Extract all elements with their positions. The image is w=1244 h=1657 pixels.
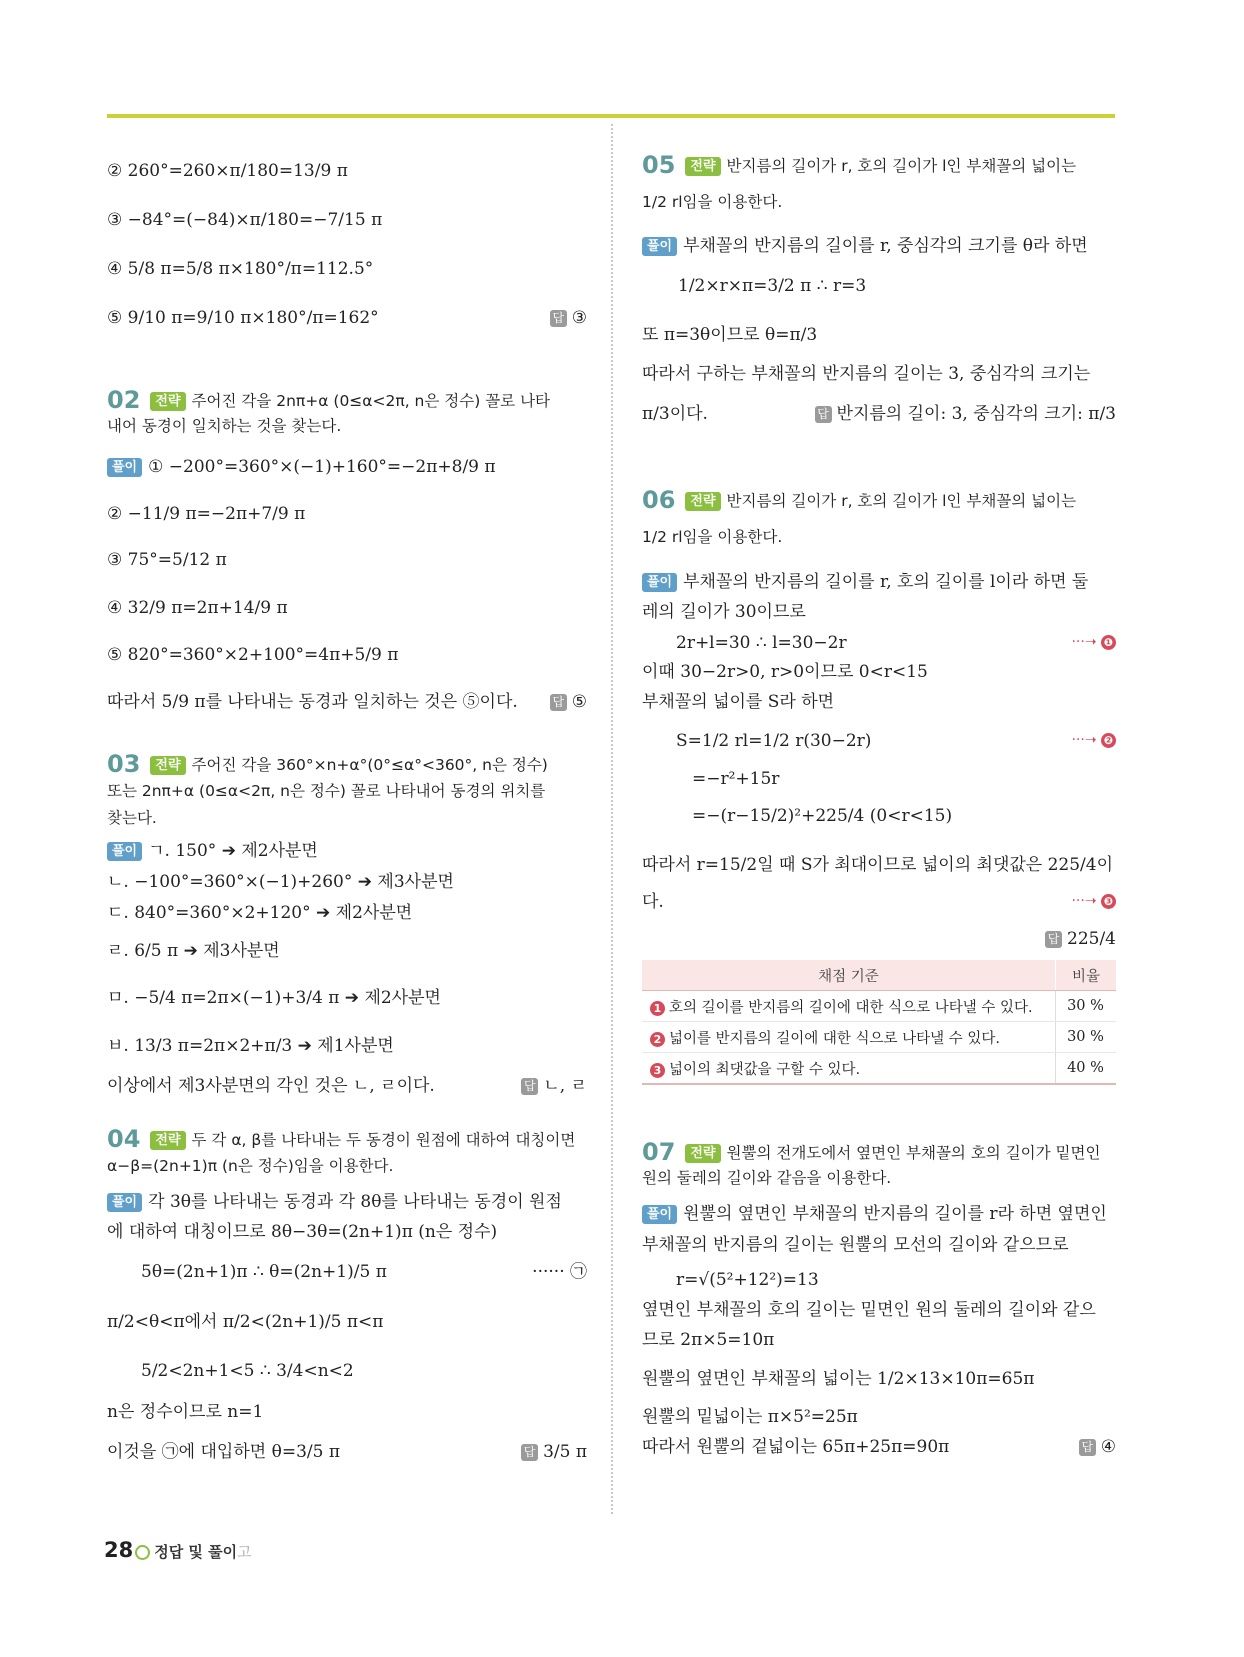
problem-number: 07 (642, 1138, 676, 1166)
p03-strategy: 03 전략 주어진 각을 360°×n+α°(0°≤α°<360°, n은 정수) (107, 750, 548, 778)
p03-conclusion: 이상에서 제3사분면의 각인 것은 ㄴ, ㄹ이다. (107, 1076, 435, 1096)
p07-answer: 답 ④ (1079, 1435, 1116, 1459)
criteria-text: 호의 길이를 반지름의 길이에 대한 식으로 나타낼 수 있다. (669, 999, 1033, 1016)
p01-answer: 답 ③ (550, 306, 587, 330)
p03-strategy-2: 또는 2nπ+α (0≤α<2π, n은 정수) 꼴로 나타내어 동경의 위치를 (107, 782, 546, 800)
p03-sol-4: ㄹ. 6/5 π ➔ 제3사분면 (107, 941, 280, 961)
p07-sol-4: 원뿔의 옆면인 부채꼴의 넓이는 1/2×13×10π=65π (642, 1369, 1035, 1389)
answer-tag: 답 (550, 310, 567, 327)
p02-sol-4: ④ 32/9 π=2π+14/9 π (107, 598, 288, 618)
p07-sol-5: 원뿔의 밑넓이는 π×5²=25π (642, 1407, 858, 1427)
solution-tag: 풀이 (107, 842, 142, 861)
p03-sol-3: ㄷ. 840°=360°×2+120° ➔ 제2사분면 (107, 903, 413, 923)
p07-sol-intro-2: 부채꼴의 반지름의 길이는 원뿔의 모선의 길이와 같으므로 (642, 1235, 1069, 1255)
table-row (642, 1022, 1116, 1053)
p02-conclusion: 따라서 5/9 π를 나타내는 동경과 일치하는 것은 ⑤이다. (107, 692, 518, 712)
p06-step-marker-1: ···➝ ❶ (1071, 634, 1116, 650)
grading-header (642, 960, 1116, 991)
footer-suffix: 고 (237, 1543, 252, 1561)
p02-sol-2: ② −11/9 π=−2π+7/9 π (107, 504, 306, 524)
p03-sol-5: ㅁ. −5/4 π=2π×(−1)+3/4 π ➔ 제2사분면 (107, 988, 441, 1008)
p02-answer: 답 ⑤ (550, 690, 587, 714)
p06-sol-5: =−r²+15r (692, 769, 780, 789)
p07-sol-6: 따라서 원뿔의 겉넓이는 65π+25π=90π (642, 1437, 950, 1457)
p04-strategy: 04 전략 두 각 α, β를 나타내는 두 동경이 원점에 대하여 대칭이면 (107, 1125, 576, 1153)
p01-line-2: ② 260°=260×π/180=13/9 π (107, 161, 348, 181)
criteria-text: 넓이를 반지름의 길이에 대한 식으로 나타낼 수 있다. (669, 1030, 1001, 1047)
page-footer (104, 1538, 252, 1562)
p06-sol-7: 따라서 r=15/2일 때 S가 최대이므로 넓이의 최댓값은 225/4이 (642, 855, 1114, 875)
strategy-tag: 전략 (685, 157, 720, 176)
strategy-tag: 전략 (685, 492, 720, 511)
p02-strategy: 02 전략 주어진 각을 2nπ+α (0≤α<2π, n은 정수) 꼴로 나타 (107, 386, 551, 414)
grading-header-criteria: 채점 기준 (642, 960, 1056, 991)
p06-sol-1: 2r+l=30 ∴ l=30−2r (676, 633, 847, 653)
p04-strategy-2: α−β=(2n+1)π (n은 정수)임을 이용한다. (107, 1157, 394, 1175)
p05-answer: 답 반지름의 길이: 3, 중심각의 크기: π/3 (815, 402, 1116, 426)
problem-number: 03 (107, 750, 141, 778)
p06-sol-4: S=1/2 rl=1/2 r(30−2r) (676, 731, 872, 751)
p05-sol-intro: 풀이 부채꼴의 반지름의 길이를 r, 중심각의 크기를 θ라 하면 (642, 234, 1088, 258)
p06-sol-6: =−(r−15/2)²+225/4 (0<r<15) (692, 806, 953, 826)
p01-line-5: ⑤ 9/10 π=9/10 π×180°/π=162° (107, 308, 379, 328)
problem-number: 06 (642, 486, 676, 514)
p04-ref-mark: ······ ㉠ (532, 1262, 587, 1282)
p05-strategy-2: 1/2 rl임을 이용한다. (642, 193, 783, 211)
p06-strategy: 06 전략 반지름의 길이가 r, 호의 길이가 l인 부채꼴의 넓이는 (642, 486, 1077, 514)
table-row (642, 1053, 1116, 1085)
p05-strategy: 05 전략 반지름의 길이가 r, 호의 길이가 l인 부채꼴의 넓이는 (642, 151, 1077, 179)
p06-strategy-2: 1/2 rl임을 이용한다. (642, 528, 783, 546)
p04-sol-5: 이것을 ㉠에 대입하면 θ=3/5 π (107, 1442, 341, 1462)
p04-sol-1: 5θ=(2n+1)π ∴ θ=(2n+1)/5 π (141, 1262, 387, 1282)
problem-number: 02 (107, 386, 141, 414)
p06-sol-2: 이때 30−2r>0, r>0이므로 0<r<15 (642, 662, 928, 682)
strategy-tag: 전략 (685, 1144, 720, 1163)
p04-sol-intro-1: 풀이 각 3θ를 나타내는 동경과 각 8θ를 나타내는 동경이 원점 (107, 1190, 562, 1214)
strategy-tag: 전략 (150, 392, 185, 411)
p01-line-4: ④ 5/8 π=5/8 π×180°/π=112.5° (107, 259, 374, 279)
top-rule (107, 114, 1115, 118)
p07-sol-intro-1: 풀이 원뿔의 옆면인 부채꼴의 반지름의 길이를 r라 하면 옆면인 (642, 1202, 1107, 1226)
grading-header-ratio: 비율 (1056, 960, 1117, 991)
step-marker: 1 (650, 1001, 665, 1016)
p04-sol-intro-2: 에 대하여 대칭이므로 8θ−3θ=(2n+1)π (n은 정수) (107, 1222, 498, 1242)
p07-sol-1: r=√(5²+12²)=13 (676, 1270, 819, 1290)
p05-sol-3: 따라서 구하는 부채꼴의 반지름의 길이는 3, 중심각의 크기는 (642, 364, 1091, 384)
p05-sol-1: 1/2×r×π=3/2 π ∴ r=3 (678, 276, 867, 296)
solution-tag: 풀이 (642, 573, 677, 592)
p03-sol-2: ㄴ. −100°=360°×(−1)+260° ➔ 제3사분면 (107, 872, 454, 892)
strategy-tag: 전략 (150, 1131, 185, 1150)
p02-sol-5: ⑤ 820°=360°×2+100°=4π+5/9 π (107, 645, 399, 665)
column-divider (611, 124, 613, 1514)
p04-sol-3: 5/2<2n+1<5 ∴ 3/4<n<2 (141, 1361, 354, 1381)
p07-sol-3: 므로 2π×5=10π (642, 1330, 775, 1350)
solution-tag: 풀이 (642, 1205, 677, 1224)
strategy-tag: 전략 (150, 756, 185, 775)
table-row (642, 991, 1116, 1022)
p07-strategy-2: 원의 둘레의 길이와 같음을 이용한다. (642, 1169, 892, 1187)
solution-tag: 풀이 (107, 458, 142, 477)
p06-step-marker-3: ···➝ ❸ (1071, 893, 1116, 909)
problem-number: 05 (642, 151, 676, 179)
p05-sol-2: 또 π=3θ이므로 θ=π/3 (642, 325, 818, 345)
ratio-cell: 30 % (1056, 1022, 1117, 1053)
ratio-cell: 30 % (1056, 991, 1117, 1022)
page-number: 28 (104, 1538, 134, 1562)
p06-answer: 답 225/4 (1045, 927, 1116, 951)
p04-answer: 답 3/5 π (521, 1440, 587, 1464)
solution-tag: 풀이 (107, 1193, 142, 1212)
p06-sol-8: 다. (642, 892, 664, 912)
p02-sol-1: 풀이 ① −200°=360°×(−1)+160°=−2π+8/9 π (107, 455, 496, 479)
p07-strategy: 07 전략 원뿔의 전개도에서 옆면인 부채꼴의 호의 길이가 밑면인 (642, 1138, 1101, 1166)
p03-answer: 답 ㄴ, ㄹ (521, 1074, 587, 1098)
p02-sol-3: ③ 75°=5/12 π (107, 550, 227, 570)
grading-table (642, 960, 1116, 1085)
p01-line-3: ③ −84°=(−84)×π/180=−7/15 π (107, 210, 383, 230)
problem-number: 04 (107, 1125, 141, 1153)
p06-sol-intro-1: 풀이 부채꼴의 반지름의 길이를 r, 호의 길이를 l이라 하면 둘 (642, 570, 1088, 594)
p03-sol-1: 풀이 ㄱ. 150° ➔ 제2사분면 (107, 839, 318, 863)
p07-sol-2: 옆면인 부채꼴의 호의 길이는 밑면인 원의 둘레의 길이와 같으 (642, 1300, 1096, 1320)
criteria-text: 넓이의 최댓값을 구할 수 있다. (669, 1061, 861, 1078)
p04-sol-4: n은 정수이므로 n=1 (107, 1402, 264, 1422)
step-marker: 3 (650, 1063, 665, 1078)
p06-sol-3: 부채꼴의 넓이를 S라 하면 (642, 692, 835, 712)
step-marker: 2 (650, 1032, 665, 1047)
footer-dot-icon (135, 1545, 150, 1560)
footer-title: 정답 및 풀이 (154, 1543, 238, 1561)
solution-tag: 풀이 (642, 237, 677, 256)
p03-sol-6: ㅂ. 13/3 π=2π×2+π/3 ➔ 제1사분면 (107, 1036, 394, 1056)
p06-sol-intro-2: 레의 길이가 30이므로 (642, 602, 806, 622)
p05-sol-4: π/3이다. (642, 404, 708, 424)
ratio-cell: 40 % (1056, 1053, 1117, 1085)
p02-strategy-2: 내어 동경이 일치하는 것을 찾는다. (107, 417, 342, 435)
p03-strategy-3: 찾는다. (107, 809, 157, 827)
p06-step-marker-2: ···➝ ❷ (1071, 732, 1116, 748)
p04-sol-2: π/2<θ<π에서 π/2<(2n+1)/5 π<π (107, 1312, 384, 1332)
